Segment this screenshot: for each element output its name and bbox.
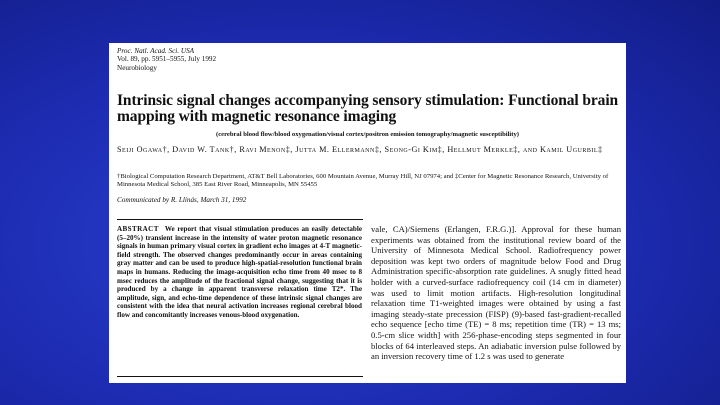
journal-volume: Vol. 89, pp. 5951–5955, July 1992 <box>117 55 217 64</box>
journal-header <box>117 47 216 72</box>
abstract-bottom-rule <box>117 376 363 377</box>
abstract-top-rule <box>117 219 363 220</box>
paper-affiliation: †Biological Computation Research Department, AT&T Bell Laboratories, 600 Mountain Avenue, Murray Hill, NJ 07974; and ‡Center for Magnetic Resonance Research, University of Minnesota Medical School, 385 East River Road, Minneapolis, MN 55455 <box>117 173 609 189</box>
abstract-text: We report that visual stimulation produces an easily detectable (5–20%) transient increase in the intensity of water proton magnetic resonance signals in human primary visual cortex in gradient echo images at 4-T magnetic-field strength. The observed changes predominantly occur in areas containing gray matter and can be used to produce high-spatial-resolution functional brain maps in humans. Reducing the image-acquisition echo time from 40 msec to 8 msec reduces the amplitude of the fractional signal change, suggesting that it is produced by a change in apparent transverse relaxation time T2*. The amplitude, sign, and echo-time dependence of these intrinsic signal changes are consistent with the idea that neural activation increases regional cerebral blood flow and concomitantly increases venous-blood oxygenation. <box>117 225 362 319</box>
abstract-label: ABSTRACT <box>117 225 159 233</box>
abstract-block <box>117 225 362 320</box>
body-column-right: vale, CA)/Siemens (Erlangen, F.R.G.)]. Approval for these human experiments was obtained from the institutional review board of the University of Minnesota Medical School. Radiofrequency power deposition was kept two orders of magnitude below Food and Drug Administration specific-absorption rate guidelines. A snugly fitted head holder with a curved-surface radiofrequency coil (14 cm in diameter) was used to limit motion artifacts. High-resolution longitudinal relaxation time T1-weighted images were obtained by using a fast imaging steady-state precession (FISP) (9)-based fast-gradient-recalled echo sequence [echo time (TE) = 8 ms; repetition time (TR) = 13 ms; 0.5-cm slice width] with 256-phase-encoding steps segmented in four blocks of 64 interleaved steps. An adiabatic inversion pulse followed by an inversion recovery time of 1.2 s was used to generate <box>371 224 621 362</box>
paper-page <box>109 43 626 383</box>
paper-keywords: (cerebral blood flow/blood oxygenation/visual cortex/positron emission tomography/magnetic susceptibility) <box>216 131 519 138</box>
journal-name: Proc. Natl. Acad. Sci. USA <box>117 47 195 55</box>
paper-title: Intrinsic signal changes accompanying sensory stimulation: Functional brain mapping with magnetic resonance imaging <box>117 92 619 125</box>
journal-section: Neurobiology <box>117 63 157 72</box>
paper-authors: Seiji Ogawa†, David W. Tank†, Ravi Menon‡, Jutta M. Ellermann‡, Seong-Gi Kim‡, Hellmut Merkle‡, and Kamil Ugurbil‡ <box>117 145 603 154</box>
communicated-by: Communicated by R. Llinás, March 31, 1992 <box>117 196 247 204</box>
